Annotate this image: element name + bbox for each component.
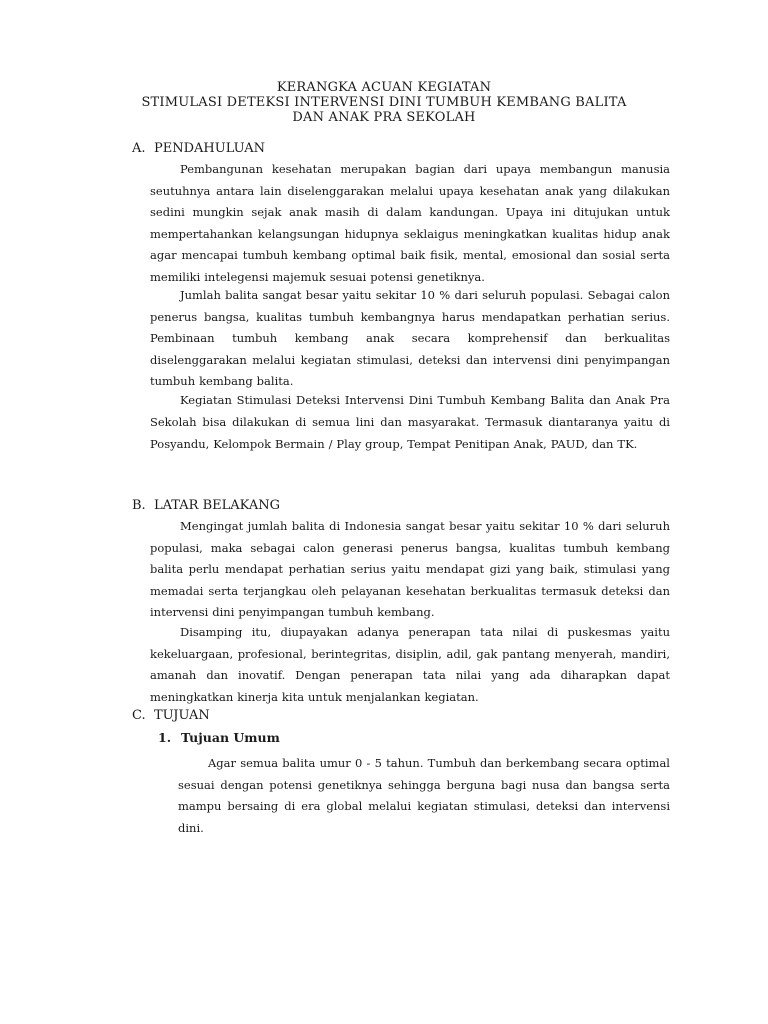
section-c-label: C. <box>132 708 146 723</box>
title-line-3: DAN ANAK PRA SEKOLAH <box>292 110 476 125</box>
title-line-1: KERANGKA ACUAN KEGIATAN <box>276 80 492 95</box>
section-a-label: A. <box>132 141 146 156</box>
section-b-label: B. <box>132 498 146 513</box>
title-line-2: STIMULASI DETEKSI INTERVENSI DINI TUMBUH KEMBANG BALITA <box>141 95 627 110</box>
subsection-1-title: Tujuan Umum <box>181 730 280 745</box>
section-b-title: LATAR BELAKANG <box>154 498 280 513</box>
subsection-tujuan-umum-heading <box>158 730 280 745</box>
section-b-heading <box>132 498 280 514</box>
document-title <box>0 80 768 125</box>
section-a-paragraph-1: Pembangunan kesehatan merupakan bagian dari upaya membangun manusia seutuhnya antara lain diselenggarakan melalui upaya kesehatan anak yang dilakukan sedini mungkin sejak anak masih di dalam kandungan. Upaya ini ditujukan untuk mempertahankan kelangsungan hidupnya seklaigus meningkatkan kualitas hidup anak agar mencapai tumbuh kembang optimal baik fisik, mental, emosional dan sosial serta memiliki intelegensi majemuk sesuai potensi genetiknya. <box>150 162 670 284</box>
section-b-paragraph-2: Disamping itu, diupayakan adanya penerapan tata nilai di puskesmas yaitu kekeluargaan, profesional, berintegritas, disiplin, adil, gak pantang menyerah, mandiri, amanah dan inovatif. Dengan penerapan tata nilai yang ada diharapkan dapat meningkatkan kinerja kita untuk menjalankan kegiatan. <box>150 625 670 704</box>
section-a-heading <box>132 141 265 157</box>
section-c-heading <box>132 708 210 724</box>
subsection-1-label: 1. <box>158 730 172 745</box>
section-a-paragraph-2: Jumlah balita sangat besar yaitu sekitar 10 % dari seluruh populasi. Sebagai calon penerus bangsa, kualitas tumbuh kembangnya harus mendapatkan perhatian serius. Pembinaan tumbuh kembang anak secara komprehensif dan berkualitas diselenggarakan melalui kegiatan stimulasi, deteksi dan intervensi dini penyimpangan tumbuh kembang balita. <box>150 288 670 388</box>
subsection-1-paragraph: Agar semua balita umur 0 - 5 tahun. Tumbuh dan berkembang secara optimal sesuai dengan potensi genetiknya sehingga berguna bagi nusa dan bangsa serta mampu bersaing di era global melalui kegiatan stimulasi, deteksi dan intervensi dini. <box>178 756 670 835</box>
section-a-paragraph-3: Kegiatan Stimulasi Deteksi Intervensi Dini Tumbuh Kembang Balita dan Anak Pra Sekolah bisa dilakukan di semua lini dan masyarakat. Termasuk diantaranya yaitu di Posyandu, Kelompok Bermain / Play group, Tempat Penitipan Anak, PAUD, dan TK. <box>150 393 670 451</box>
section-c-title: TUJUAN <box>154 708 210 723</box>
section-b-paragraph-1: Mengingat jumlah balita di Indonesia sangat besar yaitu sekitar 10 % dari seluruh populasi, maka sebagai calon generasi penerus bangsa, kualitas tumbuh kembang balita perlu mendapat perhatian serius yaitu mendapat gizi yang baik, stimulasi yang memadai serta terjangkau oleh pelayanan kesehatan berkualitas termasuk deteksi dan intervensi dini penyimpangan tumbuh kembang. <box>150 519 670 619</box>
section-a-title: PENDAHULUAN <box>154 141 265 156</box>
